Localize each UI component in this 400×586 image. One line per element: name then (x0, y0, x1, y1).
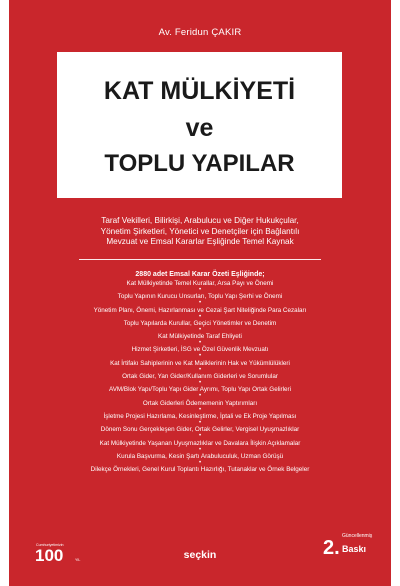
bullet-dot: • (198, 300, 202, 307)
contents-item (9, 346, 391, 359)
bullet-dot: • (198, 353, 202, 360)
edition-caption: Güncellenmiş (342, 533, 373, 539)
subtitle (9, 216, 391, 248)
contents-item-text: İşletme Projesi Hazırlama, Kesinleştirme, İptali ve Ek Proje Yapılması (103, 412, 297, 420)
contents-item (9, 373, 391, 386)
contents-item-text: Hizmet Şirketleri, İSG ve Özel Güvenlik Mevzuatı (131, 346, 269, 354)
subtitle-line-1: Taraf Vekilleri, Bilirkişi, Arabulucu ve Diğer Hukukçular, (101, 216, 299, 225)
contents-item-text: Dilekçe Örnekleri, Genel Kurul Toplantı Hazırlığı, Tutanaklar ve Örnek Belgeler (90, 466, 310, 474)
title-line-2: ve (185, 114, 214, 142)
bullet-dot: • (198, 340, 202, 347)
bullet-dot: • (198, 380, 202, 387)
bullet-dot: • (198, 366, 202, 373)
bullet-dot: • (198, 326, 202, 333)
contents-item (9, 386, 391, 399)
contents-item-text: Kurula Başvurma, Kesin Şartı Arabuluculuk, Uzman Görüşü (116, 452, 284, 460)
contents-item-text: Kat Mülkiyetinde Taraf Ehliyeti (158, 333, 242, 341)
contents-heading: 2880 adet Emsal Karar Özeti Eşliğinde; (135, 271, 265, 278)
edition-number: 2. (323, 537, 340, 559)
contents-item (9, 333, 391, 346)
badge-caption: Cumhuriyetimizin (36, 543, 64, 547)
contents-item-text: Dönem Sonu Gerçekleşen Gider, Ortak Gelirler, Vergisel Uyuşmazlıklar (100, 426, 300, 434)
contents-items (9, 280, 391, 473)
divider-line (79, 259, 321, 260)
contents-item (9, 453, 391, 466)
publisher-logo: seçkin (183, 549, 217, 561)
badge-suffix: YIL (75, 558, 81, 562)
contents-item (9, 293, 391, 306)
contents-item-text: Kat Mülkiyetinde Yaşanan Uyuşmazlıklar ve Davalara İlişkin Açıklamalar (99, 439, 301, 447)
author-name: Av. Feridun ÇAKIR (158, 27, 242, 38)
contents-item (9, 307, 391, 320)
contents-item-text: Ortak Giderleri Ödememenin Yaptırımları (142, 399, 258, 407)
bullet-dot: • (198, 419, 202, 426)
bullet-dot: • (198, 313, 202, 320)
contents-item (9, 466, 391, 473)
contents-item-text: Yönetim Planı, Önemi, Hazırlanması ve Cezai Şart Niteliğinde Para Cezaları (93, 306, 307, 314)
bullet-dot: • (198, 459, 202, 466)
bullet-dot: • (198, 446, 202, 453)
contents-list (9, 270, 391, 473)
contents-item (9, 320, 391, 333)
title-line-1: KAT MÜLKİYETİ (103, 77, 296, 105)
contents-item (9, 400, 391, 413)
bullet-dot: • (198, 287, 202, 293)
contents-item-text: Kat Mülkiyetinde Temel Kurallar, Arsa Payı ve Önemi (126, 280, 274, 287)
contents-item-text: Kat İrtifakı Sahiplerinin ve Kat Maliklerinin Hak ve Yükümlülükleri (110, 359, 290, 367)
contents-item-text: Toplu Yapılarda Kurullar, Geçici Yönetimler ve Denetim (123, 319, 277, 327)
edition-word: Baskı (342, 544, 367, 554)
title-line-3: TOPLU YAPILAR (104, 150, 295, 177)
title-panel (57, 52, 342, 198)
subtitle-line-2: Yönetim Şirketleri, Yönetici ve Denetçiler için Bağlantılı (100, 226, 300, 236)
contents-item (9, 426, 391, 439)
bullet-dot: • (198, 393, 202, 400)
contents-item-text: Ortak Gider, Yan Gider/Kullanım Giderleri ve Sorumlular (122, 373, 278, 381)
contents-item-text: AVM/Blok Yapı/Toplu Yapı Gider Ayrımı, Toplu Yapı Ortak Gelirleri (109, 386, 291, 394)
bullet-dot: • (198, 406, 202, 413)
contents-item (9, 413, 391, 426)
subtitle-line-3: Mevzuat ve Emsal Kararlar Eşliğinde Temel Kaynak (106, 237, 294, 247)
contents-item-text: Toplu Yapının Kurucu Unsurları, Toplu Yapı Şerhi ve Önemi (117, 293, 283, 301)
contents-item (9, 280, 391, 293)
badge-number: 100 (35, 546, 64, 564)
book-cover (9, 0, 391, 586)
bullet-dot: • (198, 433, 202, 440)
contents-item (9, 440, 391, 453)
contents-item (9, 360, 391, 373)
